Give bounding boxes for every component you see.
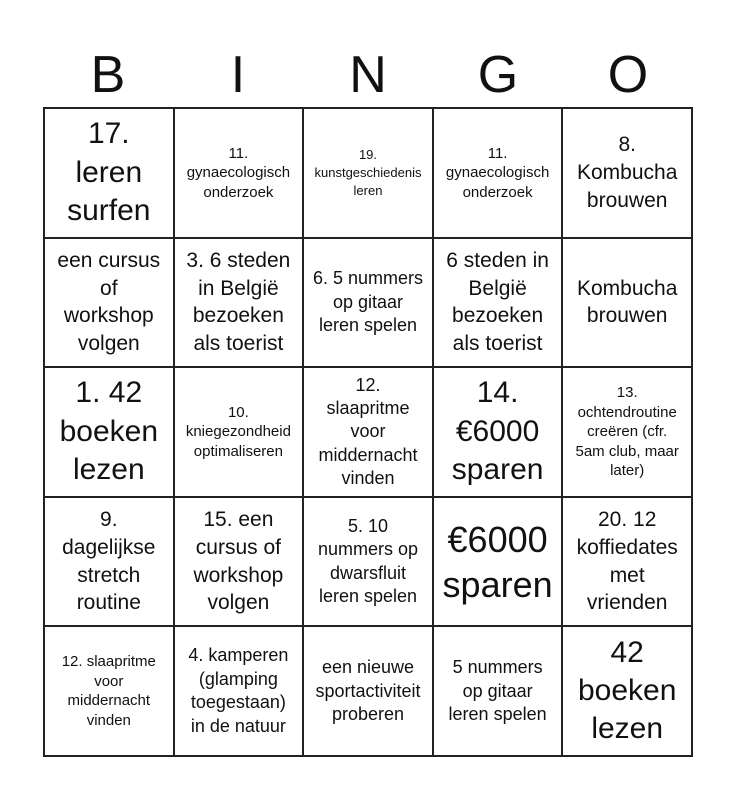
header-letter-b: B: [90, 46, 126, 104]
bingo-cell[interactable]: 6 steden in België bezoeken als toerist: [433, 238, 563, 368]
header-letter-i: I: [230, 46, 246, 104]
bingo-cell[interactable]: 9. dagelijkse stretch routine: [44, 497, 174, 627]
bingo-cell[interactable]: 5 nummers op gitaar leren spelen: [433, 626, 563, 756]
bingo-cell[interactable]: 3. 6 steden in België bezoeken als toerist: [174, 238, 304, 368]
bingo-cell[interactable]: 17. leren surfen: [44, 108, 174, 238]
bingo-cell[interactable]: 15. een cursus of workshop volgen: [174, 497, 304, 627]
bingo-cell[interactable]: 12. slaapritme voor middernacht vinden: [44, 626, 174, 756]
bingo-cell[interactable]: 11. gynaecologisch onderzoek: [433, 108, 563, 238]
bingo-cell[interactable]: 10. kniegezondheid optimaliseren: [174, 367, 304, 497]
header-letter-g: G: [477, 46, 519, 104]
header-letter-n: N: [349, 46, 387, 104]
bingo-cell[interactable]: 19. kunstgeschiedenis leren: [303, 108, 433, 238]
header-letter-o: O: [607, 46, 649, 104]
bingo-header: [43, 44, 693, 106]
bingo-cell[interactable]: 6. 5 nummers op gitaar leren spelen: [303, 238, 433, 368]
bingo-cell[interactable]: 12. slaapritme voor middernacht vinden: [303, 367, 433, 497]
bingo-cell[interactable]: 4. kamperen (glamping toegestaan) in de natuur: [174, 626, 304, 756]
bingo-cell[interactable]: 14. €6000 sparen: [433, 367, 563, 497]
bingo-cell[interactable]: een nieuwe sportactiviteit proberen: [303, 626, 433, 756]
bingo-cell[interactable]: 1. 42 boeken lezen: [44, 367, 174, 497]
bingo-cell[interactable]: 11. gynaecologisch onderzoek: [174, 108, 304, 238]
bingo-cell[interactable]: 5. 10 nummers op dwarsfluit leren spelen: [303, 497, 433, 627]
bingo-cell[interactable]: een cursus of workshop volgen: [44, 238, 174, 368]
bingo-cell[interactable]: Kombucha brouwen: [562, 238, 692, 368]
bingo-cell[interactable]: 42 boeken lezen: [562, 626, 692, 756]
bingo-cell[interactable]: 8. Kombucha brouwen: [562, 108, 692, 238]
bingo-cell[interactable]: 20. 12 koffiedates met vrienden: [562, 497, 692, 627]
bingo-cell[interactable]: €6000 sparen: [433, 497, 563, 627]
bingo-board: [43, 107, 693, 757]
bingo-cell[interactable]: 13. ochtendroutine creëren (cfr. 5am club, maar later): [562, 367, 692, 497]
